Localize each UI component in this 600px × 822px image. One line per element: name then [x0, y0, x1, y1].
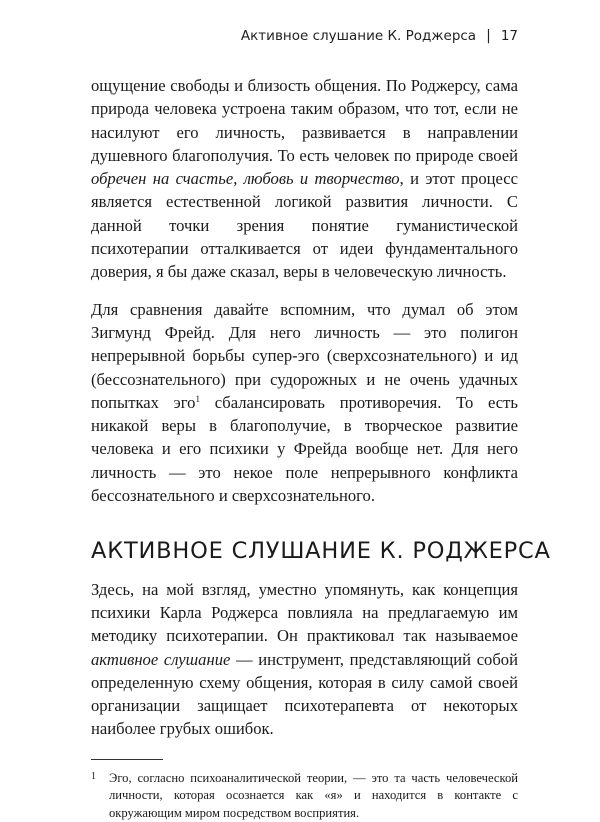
paragraph-text: Здесь, на мой взгляд, уместно упомянуть, как концепция психики Карла Роджерса повлияла на предлагаемую им методику психотерапии. Он практиковал так называемое: [91, 579, 518, 646]
paragraph-text: ощущение свободы и близость общения. По Роджерсу, сама природа человека устроена таким образом, что тот, если не насилуют его личность, развивается в направлении душевного благополучия. То есть человек по природе своей: [91, 76, 518, 165]
footnote-divider: [91, 759, 163, 760]
section-heading: АКТИВНОЕ СЛУШАНИЕ К. РОДЖЕРСА: [91, 538, 551, 565]
paragraph-text: Для сравнения давайте вспомним, что думал об этом Зигмунд Фрейд. Для него личность — это полигон непрерывной борьбы супер-эго (сверхсознательного) и ид (бессознательного) при судорожных и не очень удачных попытках эго: [91, 299, 518, 412]
emphasis-text: обречен на счастье, любовь и творчество: [91, 169, 400, 189]
page-body: [91, 74, 551, 822]
header-separator: |: [486, 28, 491, 44]
footnote-reference[interactable]: 1: [195, 393, 200, 404]
paragraph-freud: [91, 298, 518, 508]
footnote-mark: 1: [91, 770, 96, 782]
paragraph-text: — инструмент, представляющий собой определенную схему общения, которая в силу самой своей организации защищает психотерапевта от некоторых наиболее грубых ошибок.: [91, 649, 518, 739]
paragraph-freedom: [91, 74, 518, 284]
footnote: [91, 770, 518, 822]
paragraph-text: , и этот процесс является естественной логикой развития личности. С данной точки зрения понятие гуманистической психотерапии отталкивается от идеи фундаментального доверия, я бы даже сказал, веры в человеческую личность.: [91, 169, 518, 282]
paragraph-active-listening: [91, 578, 518, 741]
emphasis-text: активное слушание: [91, 649, 231, 669]
paragraph-text: сбалансировать противоречия. То есть никакой веры в благополучие, в творческое развитие человека и его психики у Фрейда вообще нет. Для него личность — это некое поле непрерывного конфликта бессознательного и сверхсознательного.: [91, 392, 518, 506]
page-number: 17: [500, 28, 518, 44]
footnote-text: Эго, согласно психоаналитической теории, — это та часть человеческой личности, которая осознается как «я» и находится в контакте с окружающим миром посредством восприятия.: [109, 770, 518, 820]
running-title: Активное слушание К. Роджерса: [240, 28, 477, 44]
running-header: [241, 28, 518, 44]
